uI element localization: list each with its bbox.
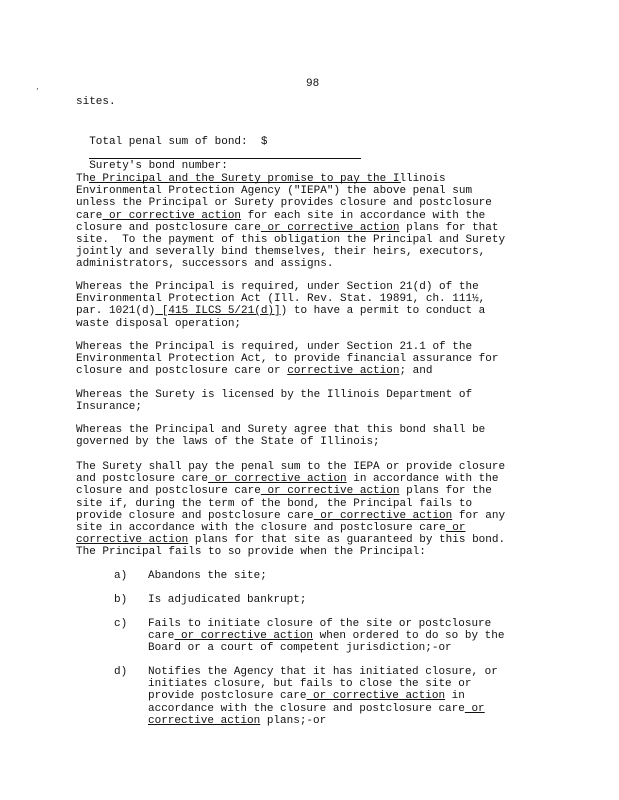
text-run: The Principal and the Surety promise to pay the Illinois — [76, 173, 446, 185]
amendment-insertion: [415 ILCS 5/21(d)] — [155, 305, 281, 318]
text-line — [76, 197, 556, 209]
text-line — [76, 436, 556, 448]
text-run: unless the Principal or Surety provides closure and postclosure — [76, 197, 492, 210]
text-run: initiates closure, but fails to close the site or — [148, 678, 472, 691]
text-run: Environmental Protection Agency ("IEPA") the above penal sum — [76, 185, 473, 198]
amendment-insertion: or — [445, 521, 466, 534]
margin-mark: · — [35, 85, 40, 94]
text-run: when ordered to do so by the — [313, 630, 505, 643]
text-line — [76, 498, 556, 510]
text-line — [148, 703, 498, 715]
text-run: jointly and severally bind themselves, their heirs, executors, — [76, 246, 486, 259]
item-c-text — [148, 618, 504, 655]
text-run: plans for that site as guaranteed by this bond. — [188, 534, 506, 547]
amendment-insertion: or corrective action — [260, 485, 400, 498]
text-run: care — [76, 209, 103, 222]
item-d-text — [148, 666, 498, 727]
text-line — [76, 293, 556, 305]
text-line — [76, 222, 556, 234]
text-run: site if, during the term of the bond, the Principal fails to — [76, 497, 473, 510]
item-d-label: d) — [114, 666, 128, 678]
text-line — [76, 546, 556, 558]
text-line — [148, 570, 267, 582]
text-run: Board or a court of competent jurisdiction;-or — [148, 642, 452, 655]
text-line — [148, 630, 504, 642]
text-line — [148, 715, 498, 727]
text-line — [148, 678, 498, 690]
text-line — [76, 401, 556, 413]
text-line — [76, 365, 556, 377]
text-line — [148, 594, 306, 606]
text-run: and postclosure care — [76, 473, 209, 486]
text-run: ) to have a permit to conduct a — [280, 305, 486, 318]
amendment-insertion: or corrective action — [313, 509, 453, 522]
text-run: Notifies the Agency that it has initiated closure, or — [148, 666, 498, 678]
text-run: plans;-or — [260, 714, 327, 727]
text-run: par. 1021(d) — [76, 305, 156, 318]
text-line — [76, 185, 556, 197]
text-run: in — [445, 690, 465, 703]
text-line — [76, 473, 556, 485]
text-line — [76, 424, 556, 436]
item-b-text — [148, 594, 306, 606]
page-number: 98 — [306, 78, 320, 90]
text-run: administrators, successors and assigns. — [76, 258, 334, 271]
text-line — [76, 510, 556, 522]
text-run: site in accordance with the closure and postclosure care — [76, 521, 446, 534]
amendment-insertion: or corrective action — [102, 209, 242, 222]
text-run: Environmental Protection Act, to provide financial assurance for — [76, 353, 499, 366]
amendment-insertion: or corrective action — [260, 221, 400, 234]
text-line — [148, 666, 498, 678]
text-line — [76, 534, 556, 546]
item-c-label: c) — [114, 618, 128, 630]
text-run: Whereas the Surety is licensed by the Illinois Department of — [76, 389, 473, 401]
text-line — [76, 173, 556, 185]
text-run: The Principal fails to so provide when the Principal: — [76, 546, 426, 559]
text-run: closure and postclosure care or — [76, 365, 288, 378]
text-run: waste disposal operation; — [76, 317, 242, 330]
text-run: The Surety shall pay the penal sum to the IEPA or provide closure — [76, 461, 506, 473]
text-line — [148, 642, 504, 654]
text-run: for any — [452, 509, 506, 522]
text-line — [76, 318, 556, 330]
amendment-insertion: or corrective action — [306, 690, 446, 703]
amendment-insertion: corrective action — [76, 534, 189, 547]
text-line — [76, 281, 556, 293]
text-line — [76, 485, 556, 497]
text-run: Abandons the site; — [148, 570, 267, 582]
paragraph-financial — [76, 341, 556, 378]
text-run: closure and postclosure care — [76, 485, 261, 498]
text-line — [148, 690, 498, 702]
text-run: site. To the payment of this obligation the Principal and Surety — [76, 233, 506, 246]
text-line — [76, 305, 556, 317]
text-run: governed by the laws of the State of Illinois; — [76, 436, 380, 449]
text-line — [76, 258, 556, 270]
text-run: Fails to initiate closure of the site or postclosure — [148, 618, 492, 630]
text-run: plans for that — [399, 221, 499, 234]
text-line — [76, 353, 556, 365]
amendment-insertion: or — [464, 702, 485, 715]
text-line — [76, 341, 556, 353]
text-run: Environmental Protection Act (Ill. Rev. Stat. 19891, ch. 111½, — [76, 293, 486, 306]
text-run: for each site in accordance with the — [241, 209, 486, 222]
item-b-label: b) — [114, 594, 128, 606]
text-line — [148, 618, 504, 630]
text-run: accordance with the closure and postclosure care — [148, 702, 465, 715]
penal-sum-label: Total penal sum of bond: $ — [89, 136, 268, 149]
text-line — [76, 461, 556, 473]
amendment-insertion: or corrective action — [174, 630, 314, 643]
amendment-insertion: corrective action — [148, 714, 261, 727]
amendment-insertion: corrective action — [287, 365, 400, 378]
text-line — [76, 210, 556, 222]
paragraph-licensed — [76, 389, 556, 413]
text-run: closure and postclosure care — [76, 221, 261, 234]
text-line — [76, 234, 556, 246]
item-a-label: a) — [114, 570, 128, 582]
text-run: Whereas the Principal is required, under Section 21.1 of the — [76, 341, 473, 353]
text-run: Whereas the Principal is required, under Section 21(d) of the — [76, 281, 479, 293]
paragraph-permit — [76, 281, 556, 330]
text-line — [76, 522, 556, 534]
text-run: ; and — [399, 365, 433, 378]
opening-line: sites. — [76, 96, 116, 108]
text-run: provide postclosure care — [148, 690, 307, 703]
paragraph-promise — [76, 173, 556, 271]
text-run: in accordance with the — [346, 473, 499, 486]
text-line — [76, 389, 556, 401]
paragraph-governing-law — [76, 424, 556, 448]
surety-bond-label: Surety's bond number: — [89, 160, 228, 173]
paragraph-surety-obligation — [76, 461, 556, 559]
text-run: Whereas the Principal and Surety agree that this bond shall be — [76, 424, 486, 436]
text-run: Insurance; — [76, 401, 143, 414]
amendment-insertion: or corrective action — [208, 473, 347, 486]
item-a-text — [148, 570, 267, 582]
text-run: plans for the — [399, 485, 492, 498]
text-run: care — [148, 630, 175, 643]
text-line — [76, 246, 556, 258]
text-run: provide closure and postclosure care — [76, 509, 314, 522]
text-run: Is adjudicated bankrupt; — [148, 594, 307, 606]
